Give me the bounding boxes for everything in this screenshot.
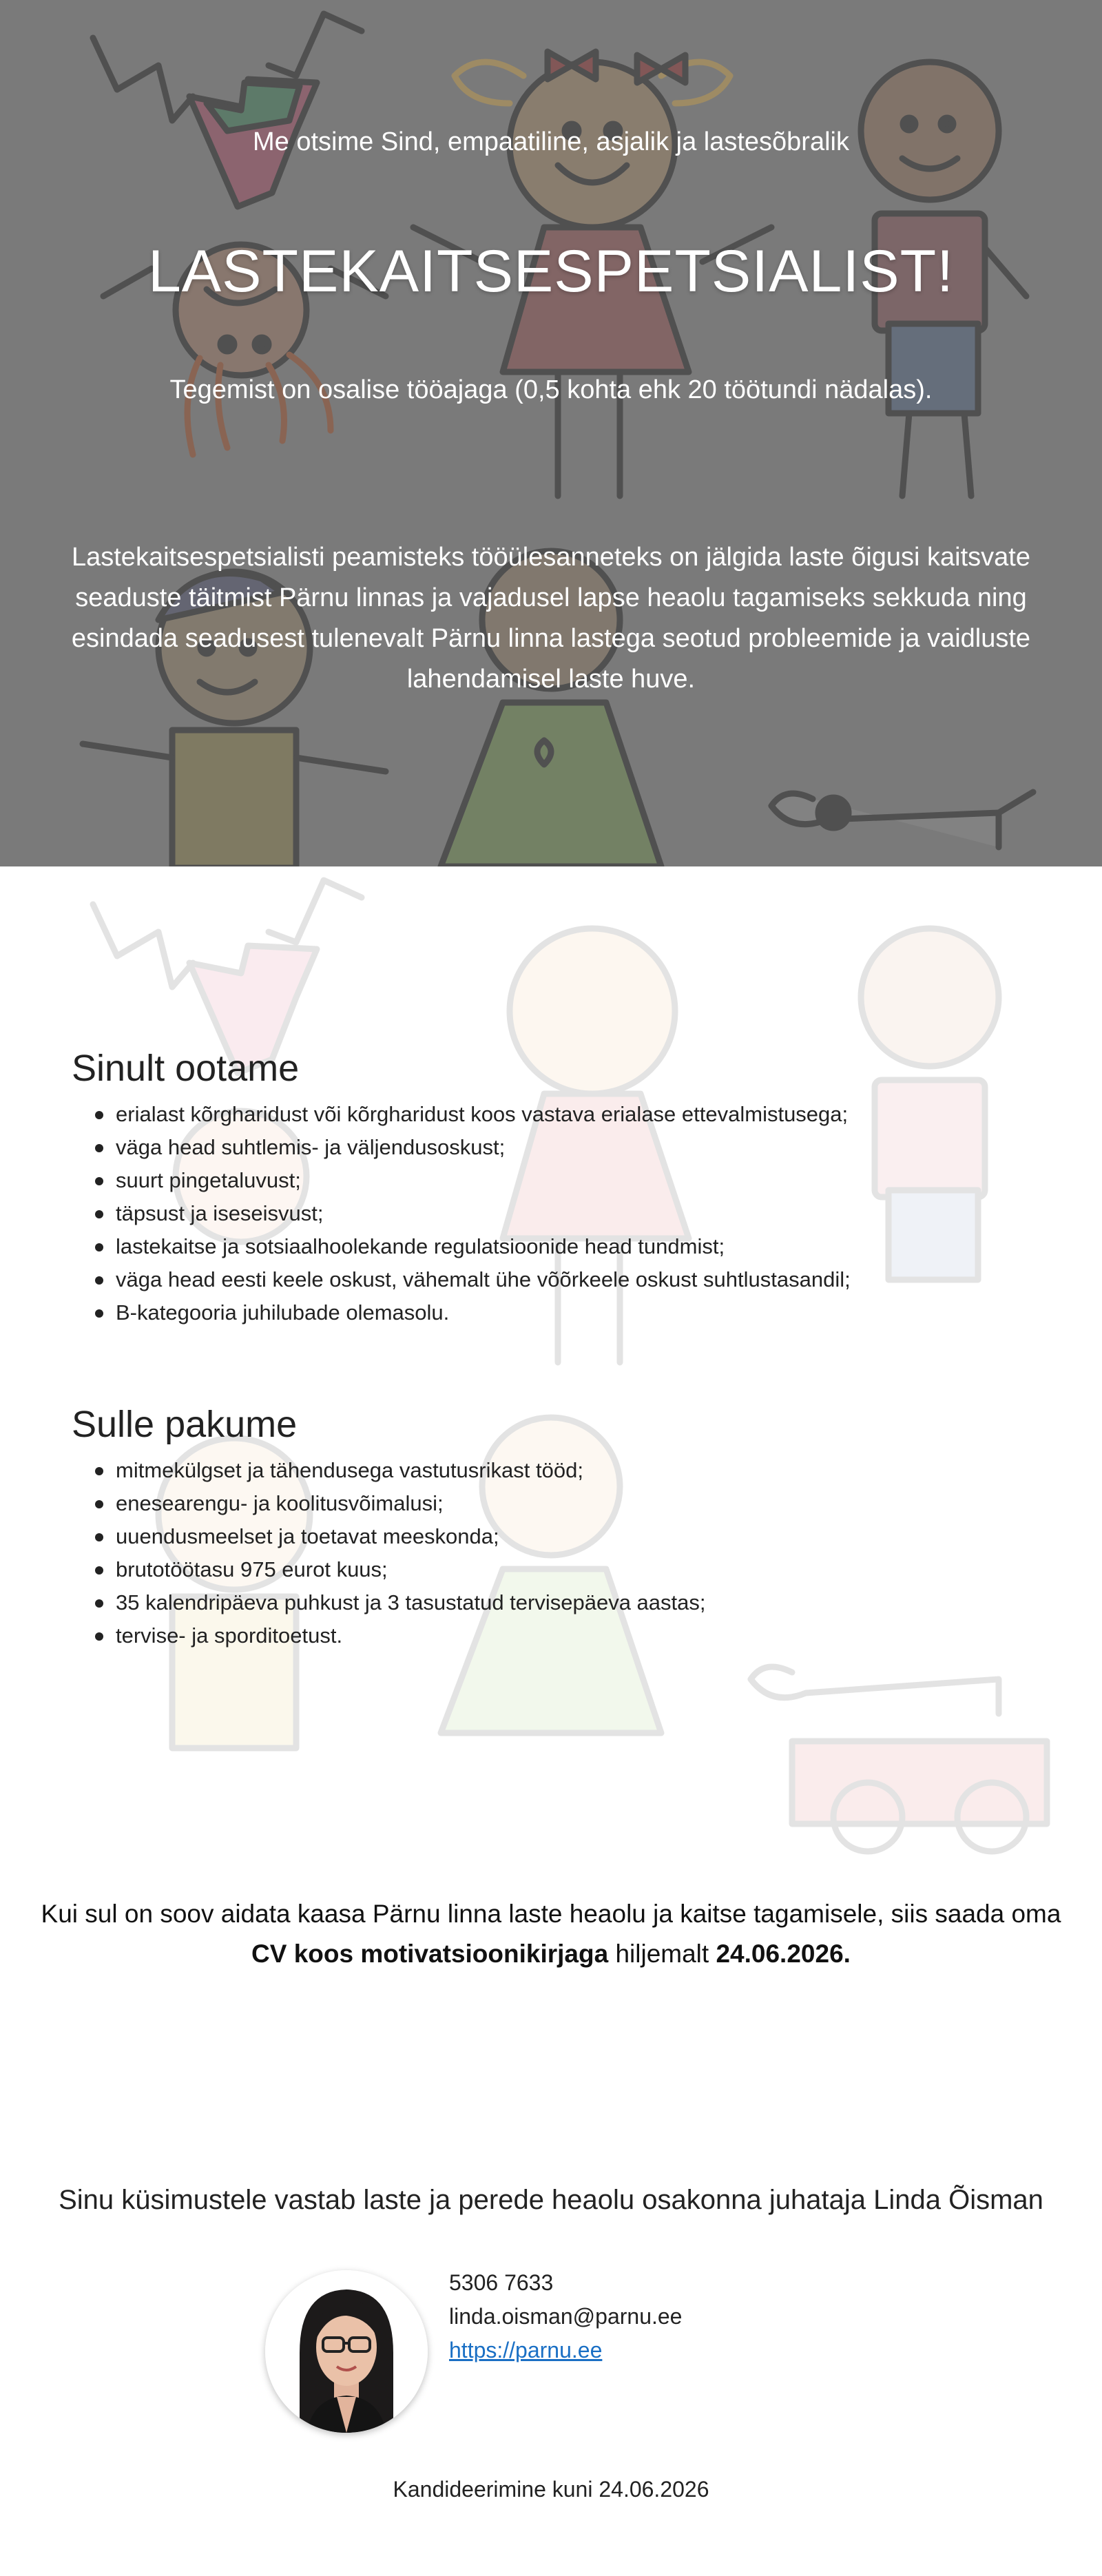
cta-text: Kui sul on soov aidata kaasa Pärnu linna laste heaolu ja kaitse tagamisele, siis saada oma xyxy=(41,1900,1061,1928)
list-item: enesearengu- ja koolitusvõimalusi; xyxy=(72,1487,1036,1520)
faded-kids-illustration xyxy=(0,866,1102,1855)
contact-heading: Sinu küsimustele vastab laste ja perede heaolu osakonna juhataja Linda Õisman xyxy=(59,2185,1043,2215)
list-item: erialast kõrgharidust või kõrgharidust koos vastava erialase ettevalmistusega; xyxy=(72,1098,1036,1131)
hero-subtitle: Tegemist on osalise tööajaga (0,5 kohta ehk 20 töötundi nädalas). xyxy=(169,375,933,404)
list-item: väga head suhtlemis- ja väljendusoskust; xyxy=(72,1131,1036,1164)
list-item: suurt pingetaluvust; xyxy=(72,1164,1036,1197)
contact-phone: 5306 7633 xyxy=(449,2270,554,2295)
hero-eyebrow: Me otsime Sind, empaatiline, asjalik ja lastesõbralik xyxy=(253,127,849,156)
offer-list xyxy=(72,1454,1036,1652)
offer-heading: Sulle pakume xyxy=(72,1404,298,1445)
website-link[interactable]: https://parnu.ee xyxy=(449,2338,603,2362)
cta-date: 24.06.2026. xyxy=(716,1940,851,1968)
person-portrait-icon xyxy=(265,2270,428,2433)
list-item: uuendusmeelset ja toetavat meeskonda; xyxy=(72,1520,1036,1553)
job-title: LASTEKAITSESPETSIALIST! xyxy=(147,238,955,304)
requirements-heading: Sinult ootame xyxy=(72,1048,300,1089)
offer-section xyxy=(72,1400,1036,1652)
contact-details xyxy=(449,2266,682,2367)
contact-email: linda.oisman@parnu.ee xyxy=(449,2304,683,2329)
requirements-list xyxy=(72,1098,1036,1329)
cta-documents: CV koos motivatsioonikirjaga xyxy=(251,1940,609,1968)
list-item: brutotöötasu 975 eurot kuus; xyxy=(72,1553,1036,1586)
list-item: B-kategooria juhilubade olemasolu. xyxy=(72,1296,1036,1329)
contact-avatar xyxy=(265,2270,428,2433)
list-item: mitmekülgset ja tähendusega vastutusrikast tööd; xyxy=(72,1454,1036,1487)
list-item: lastekaitse ja sotsiaalhoolekande regulatsioonide head tundmist; xyxy=(72,1230,1036,1263)
application-deadline: Kandideerimine kuni 24.06.2026 xyxy=(393,2477,709,2502)
hero-banner xyxy=(0,0,1102,866)
list-item: täpsust ja iseseisvust; xyxy=(72,1197,1036,1230)
list-item: tervise- ja sporditoetust. xyxy=(72,1619,1036,1652)
cta-text-middle: hiljemalt xyxy=(608,1940,716,1968)
details-section xyxy=(0,866,1102,1855)
application-call-to-action xyxy=(21,1894,1081,1974)
hero-description: Lastekaitsespetsialisti peamisteks tööülesanneteks on jälgida laste õigusi kaitsvate seaduste täitmist Pärnu linnas ja vajadusel lapse heaolu tagamiseks sekkuda ning esindada seadusest tulenevalt Pärnu linna lastega seotud probleemide ja vaidluste lahendamisel laste huve. xyxy=(71,543,1031,694)
requirements-section xyxy=(72,1044,1036,1329)
list-item: 35 kalendripäeva puhkust ja 3 tasustatud tervisepäeva aastas; xyxy=(72,1586,1036,1619)
list-item: väga head eesti keele oskust, vähemalt ühe võõrkeele oskust suhtlustasandil; xyxy=(72,1263,1036,1296)
